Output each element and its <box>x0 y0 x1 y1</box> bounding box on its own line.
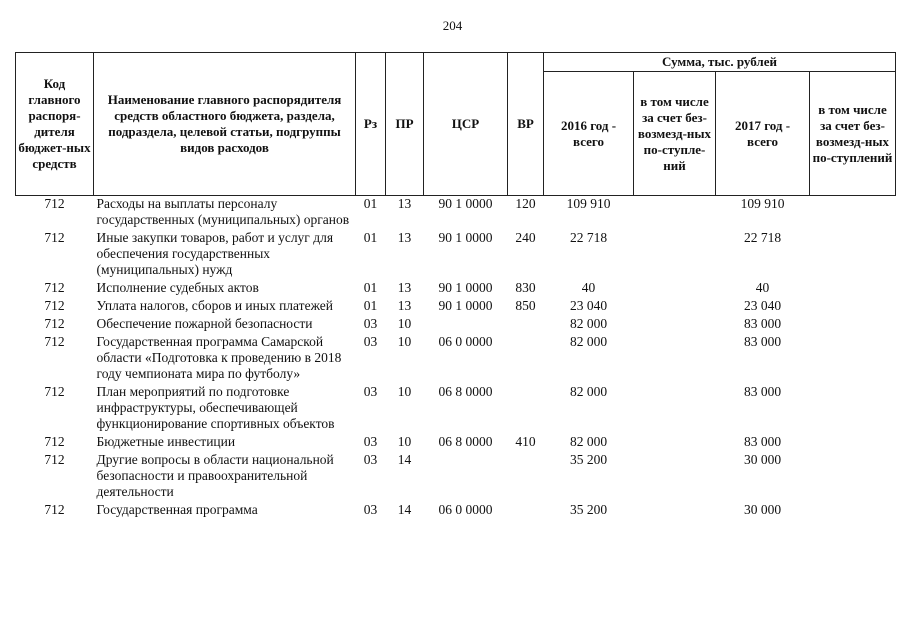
cell-csr: 90 1 0000 <box>438 196 493 211</box>
cell-2016-total: 35 200 <box>569 502 608 517</box>
cell-code: 712 <box>44 316 65 331</box>
cell-name: Бюджетные инвестиции <box>96 434 236 449</box>
cell-2017-free <box>810 316 896 334</box>
table-row <box>16 434 896 452</box>
cell-name: Уплата налогов, сборов и иных платежей <box>96 298 333 313</box>
cell-2016-total: 109 910 <box>566 196 611 211</box>
table-row <box>16 316 896 334</box>
cell-code: 712 <box>44 334 65 349</box>
cell-csr <box>424 452 508 502</box>
table-row <box>16 196 896 231</box>
cell-vr <box>508 502 544 520</box>
cell-code: 712 <box>44 434 65 449</box>
header-code: Код главного распоря-дителя бюджет-ных средств <box>16 53 94 196</box>
header-2017-free: в том числе за счет без-возмезд-ных по-ступлений <box>810 72 896 196</box>
cell-vr: 240 <box>515 230 536 245</box>
cell-vr <box>508 334 544 384</box>
cell-vr <box>508 316 544 334</box>
cell-2016-free <box>634 334 716 384</box>
cell-vr: 830 <box>515 280 536 295</box>
table-header <box>16 53 896 196</box>
cell-vr <box>508 452 544 502</box>
header-sum: Сумма, тыс. рублей <box>544 53 896 72</box>
cell-code: 712 <box>44 196 65 211</box>
header-2016-total: 2016 год - всего <box>544 72 634 196</box>
cell-pr: 10 <box>397 334 412 349</box>
cell-rz: 01 <box>363 196 378 211</box>
header-2017-total: 2017 год - всего <box>716 72 810 196</box>
table-row <box>16 298 896 316</box>
cell-2016-free <box>634 298 716 316</box>
cell-pr: 14 <box>397 452 412 467</box>
cell-code: 712 <box>44 384 65 399</box>
cell-name: Государственная программа Самарской области «Подготовка к проведению в 2018 году чемпионата мира по футболу» <box>96 334 342 381</box>
cell-pr: 14 <box>397 502 412 517</box>
cell-name: Обеспечение пожарной безопасности <box>96 316 313 331</box>
cell-pr: 10 <box>397 384 412 399</box>
cell-2016-free <box>634 280 716 298</box>
table-row <box>16 452 896 502</box>
cell-csr: 06 0 0000 <box>438 502 493 517</box>
cell-csr: 90 1 0000 <box>438 298 493 313</box>
cell-pr: 13 <box>397 196 412 211</box>
cell-2017-free <box>810 434 896 452</box>
header-pr: ПР <box>386 53 424 196</box>
cell-rz: 03 <box>363 502 378 517</box>
cell-2017-total: 83 000 <box>743 384 782 399</box>
cell-code: 712 <box>44 502 65 517</box>
cell-2017-free <box>810 280 896 298</box>
cell-pr: 10 <box>397 434 412 449</box>
cell-rz: 01 <box>363 230 378 245</box>
cell-2016-free <box>634 434 716 452</box>
cell-rz: 03 <box>363 452 378 467</box>
cell-2016-total: 82 000 <box>569 384 608 399</box>
cell-rz: 03 <box>363 434 378 449</box>
budget-table <box>15 52 896 520</box>
cell-csr <box>424 316 508 334</box>
cell-2016-total: 22 718 <box>569 230 608 245</box>
cell-rz: 01 <box>363 280 378 295</box>
cell-rz: 03 <box>363 334 378 349</box>
cell-2016-total: 82 000 <box>569 434 608 449</box>
cell-name: Иные закупки товаров, работ и услуг для обеспечения государственных (муниципальных) нужд <box>96 230 334 277</box>
header-vr: ВР <box>508 53 544 196</box>
cell-2017-total: 109 910 <box>740 196 785 211</box>
cell-2017-total: 83 000 <box>743 316 782 331</box>
header-rz: Рз <box>356 53 386 196</box>
cell-2017-free <box>810 230 896 280</box>
header-csr: ЦСР <box>424 53 508 196</box>
cell-name: Исполнение судебных актов <box>96 280 259 295</box>
cell-rz: 03 <box>363 384 378 399</box>
cell-csr: 06 8 0000 <box>438 434 493 449</box>
cell-pr: 13 <box>397 230 412 245</box>
cell-2017-total: 30 000 <box>743 502 782 517</box>
cell-code: 712 <box>44 298 65 313</box>
cell-rz: 03 <box>363 316 378 331</box>
cell-pr: 13 <box>397 298 412 313</box>
cell-2016-free <box>634 230 716 280</box>
cell-2017-total: 40 <box>755 280 770 295</box>
cell-name: Расходы на выплаты персоналу государственных (муниципальных) органов <box>96 196 350 227</box>
table-row <box>16 334 896 384</box>
cell-2016-free <box>634 384 716 434</box>
cell-2017-free <box>810 196 896 231</box>
cell-vr: 850 <box>515 298 536 313</box>
cell-csr: 90 1 0000 <box>438 230 493 245</box>
cell-2016-total: 40 <box>581 280 596 295</box>
cell-2016-total: 82 000 <box>569 334 608 349</box>
table-row <box>16 230 896 280</box>
table-body <box>16 196 896 521</box>
cell-vr: 410 <box>515 434 536 449</box>
table-row <box>16 384 896 434</box>
cell-pr: 10 <box>397 316 412 331</box>
cell-2017-free <box>810 298 896 316</box>
cell-2016-total: 82 000 <box>569 316 608 331</box>
cell-name: Государственная программа <box>96 502 258 517</box>
cell-2017-free <box>810 384 896 434</box>
cell-2016-total: 23 040 <box>569 298 608 313</box>
cell-pr: 13 <box>397 280 412 295</box>
cell-vr: 120 <box>515 196 536 211</box>
cell-2017-total: 23 040 <box>743 298 782 313</box>
header-2016-free: в том числе за счет без-возмезд-ных по-ступле-ний <box>634 72 716 196</box>
cell-name: План мероприятий по подготовке инфраструктуры, обеспечивающей функционирование спортивных объектов <box>96 384 335 431</box>
page-number: 204 <box>442 18 463 33</box>
cell-code: 712 <box>44 452 65 467</box>
table-row <box>16 502 896 520</box>
table-row <box>16 280 896 298</box>
cell-2017-total: 83 000 <box>743 334 782 349</box>
cell-csr: 06 0 0000 <box>438 334 493 349</box>
cell-vr <box>508 384 544 434</box>
cell-2017-total: 83 000 <box>743 434 782 449</box>
cell-rz: 01 <box>363 298 378 313</box>
cell-2017-total: 22 718 <box>743 230 782 245</box>
header-name: Наименование главного распорядителя средств областного бюджета, раздела, подраздела, целевой статьи, подгруппы видов расходов <box>94 53 356 196</box>
cell-2016-free <box>634 316 716 334</box>
cell-csr: 90 1 0000 <box>438 280 493 295</box>
cell-2017-free <box>810 502 896 520</box>
cell-2016-free <box>634 452 716 502</box>
cell-2016-total: 35 200 <box>569 452 608 467</box>
cell-2017-total: 30 000 <box>743 452 782 467</box>
cell-code: 712 <box>44 230 65 245</box>
cell-2016-free <box>634 196 716 231</box>
cell-csr: 06 8 0000 <box>438 384 493 399</box>
cell-name: Другие вопросы в области национальной безопасности и правоохранительной деятельности <box>96 452 334 499</box>
cell-code: 712 <box>44 280 65 295</box>
cell-2017-free <box>810 452 896 502</box>
cell-2017-free <box>810 334 896 384</box>
cell-2016-free <box>634 502 716 520</box>
